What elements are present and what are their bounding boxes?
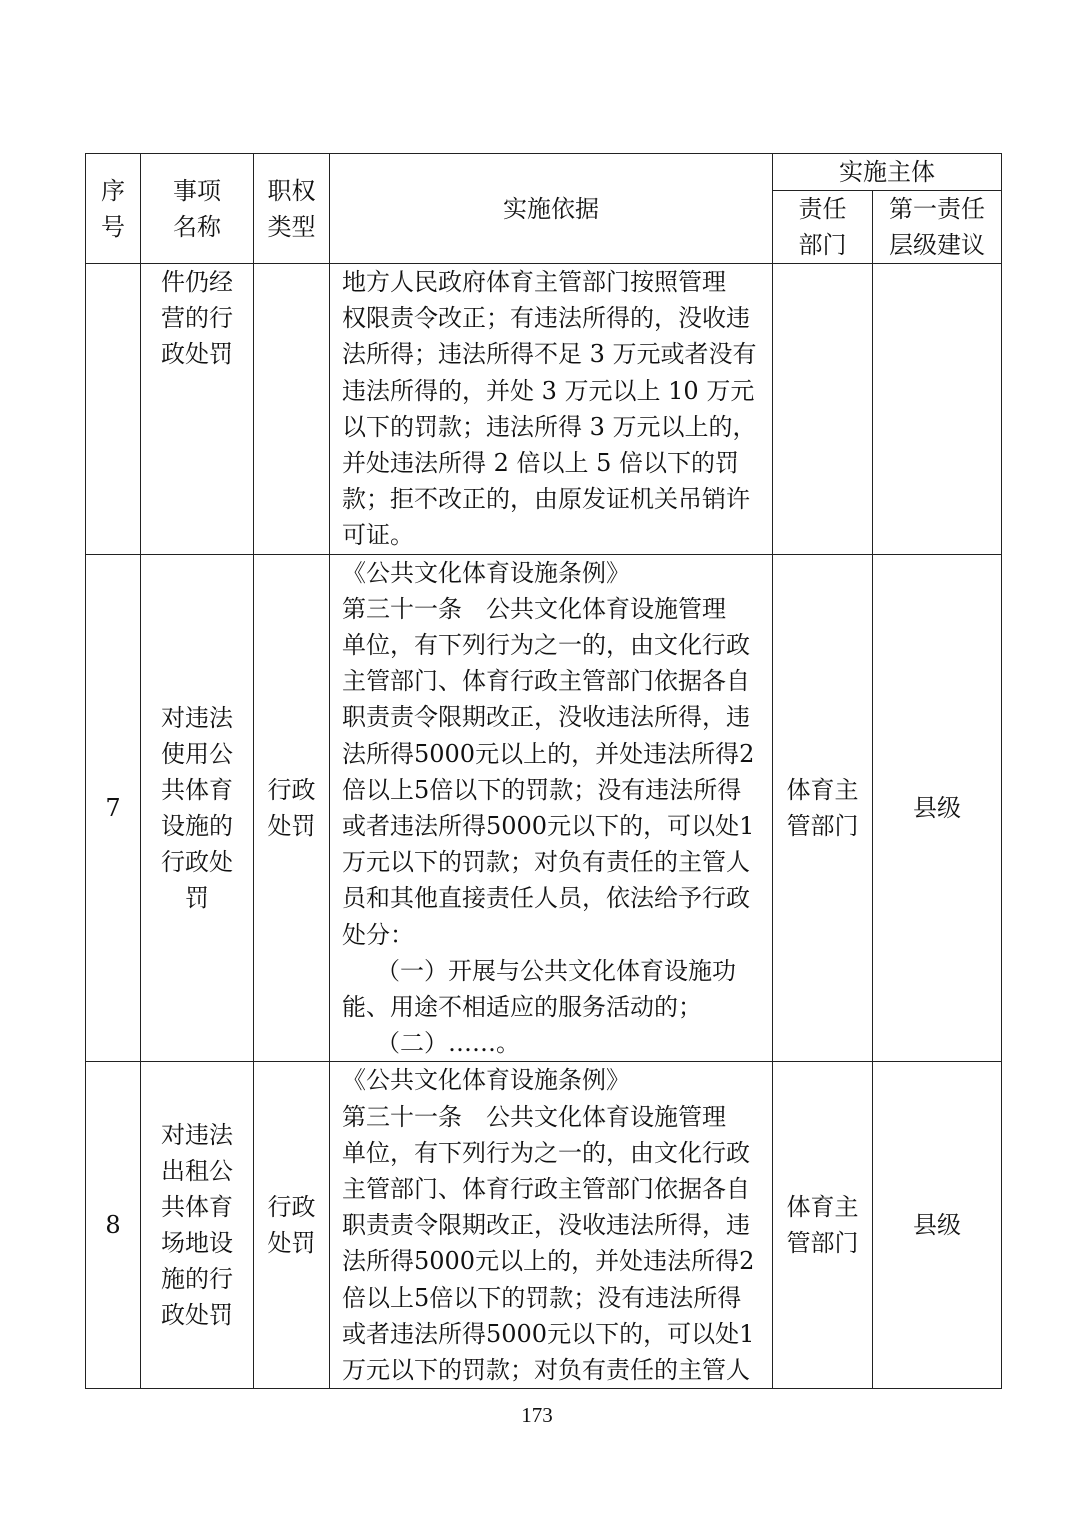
row-item-name: 对违法 使用公 共体育 设施的 行政处 罚	[141, 554, 254, 1062]
header-row-1	[86, 154, 1002, 191]
header-seq: 序 号	[86, 154, 141, 264]
row-item-name: 对违法 出租公 共体育 场地设 施的行 政处罚	[141, 1062, 254, 1389]
row-seq: 8	[86, 1062, 141, 1389]
table-row	[86, 554, 1002, 1062]
row-power-type: 行政 处罚	[254, 1062, 330, 1389]
table-row	[86, 1062, 1002, 1389]
row-basis: 地方人民政府体育主管部门按照管理 权限责令改正；有违法所得的，没收违 法所得；违法所得不足 3 万元或者没有 违法所得的，并处 3 万元以上 10 万元 以下的罚款；违法所得 3 万元以上的， 并处违法所得 2 倍以上 5 倍以下的罚 款；拒不改正的，由原发证机关吊销许 可证。	[330, 264, 773, 555]
header-subject: 实施主体	[773, 154, 1002, 191]
enforcement-table	[85, 153, 1002, 1389]
table-row	[86, 264, 1002, 555]
row-seq: 7	[86, 554, 141, 1062]
row-level: 县级	[873, 554, 1002, 1062]
row-level: 县级	[873, 1062, 1002, 1389]
row-level	[873, 264, 1002, 555]
row-power-type: 行政 处罚	[254, 554, 330, 1062]
header-dept: 责任 部门	[773, 191, 873, 264]
page-number: 173	[521, 1403, 553, 1427]
row-basis: 《公共文化体育设施条例》 第三十一条 公共文化体育设施管理 单位，有下列行为之一的，由文化行政 主管部门、体育行政主管部门依据各自 职责责令限期改正，没收违法所得，违 法所得5000元以上的，并处违法所得2 倍以上5倍以下的罚款；没有违法所得 或者违法所得5000元以下的，可以处1 万元以下的罚款；对负有责任的主管人	[330, 1062, 773, 1389]
row-dept: 体育主 管部门	[773, 1062, 873, 1389]
row-item-name: 件仍经 营的行 政处罚	[141, 264, 254, 555]
row-dept	[773, 264, 873, 555]
header-basis: 实施依据	[330, 154, 773, 264]
row-power-type	[254, 264, 330, 555]
header-power-type: 职权 类型	[254, 154, 330, 264]
row-seq	[86, 264, 141, 555]
row-basis: 《公共文化体育设施条例》 第三十一条 公共文化体育设施管理 单位，有下列行为之一的，由文化行政 主管部门、体育行政主管部门依据各自 职责责令限期改正，没收违法所得，违 法所得5000元以上的，并处违法所得2 倍以上5倍以下的罚款；没有违法所得 或者违法所得5000元以下的，可以处1 万元以下的罚款；对负有责任的主管人 员和其他直接责任人员，依法给予行政 处分： （一）开展与公共文化体育设施功 能、用途不相适应的服务活动的； （二）……。	[330, 554, 773, 1062]
header-level: 第一责任 层级建议	[873, 191, 1002, 264]
header-item-name: 事项 名称	[141, 154, 254, 264]
row-dept: 体育主 管部门	[773, 554, 873, 1062]
